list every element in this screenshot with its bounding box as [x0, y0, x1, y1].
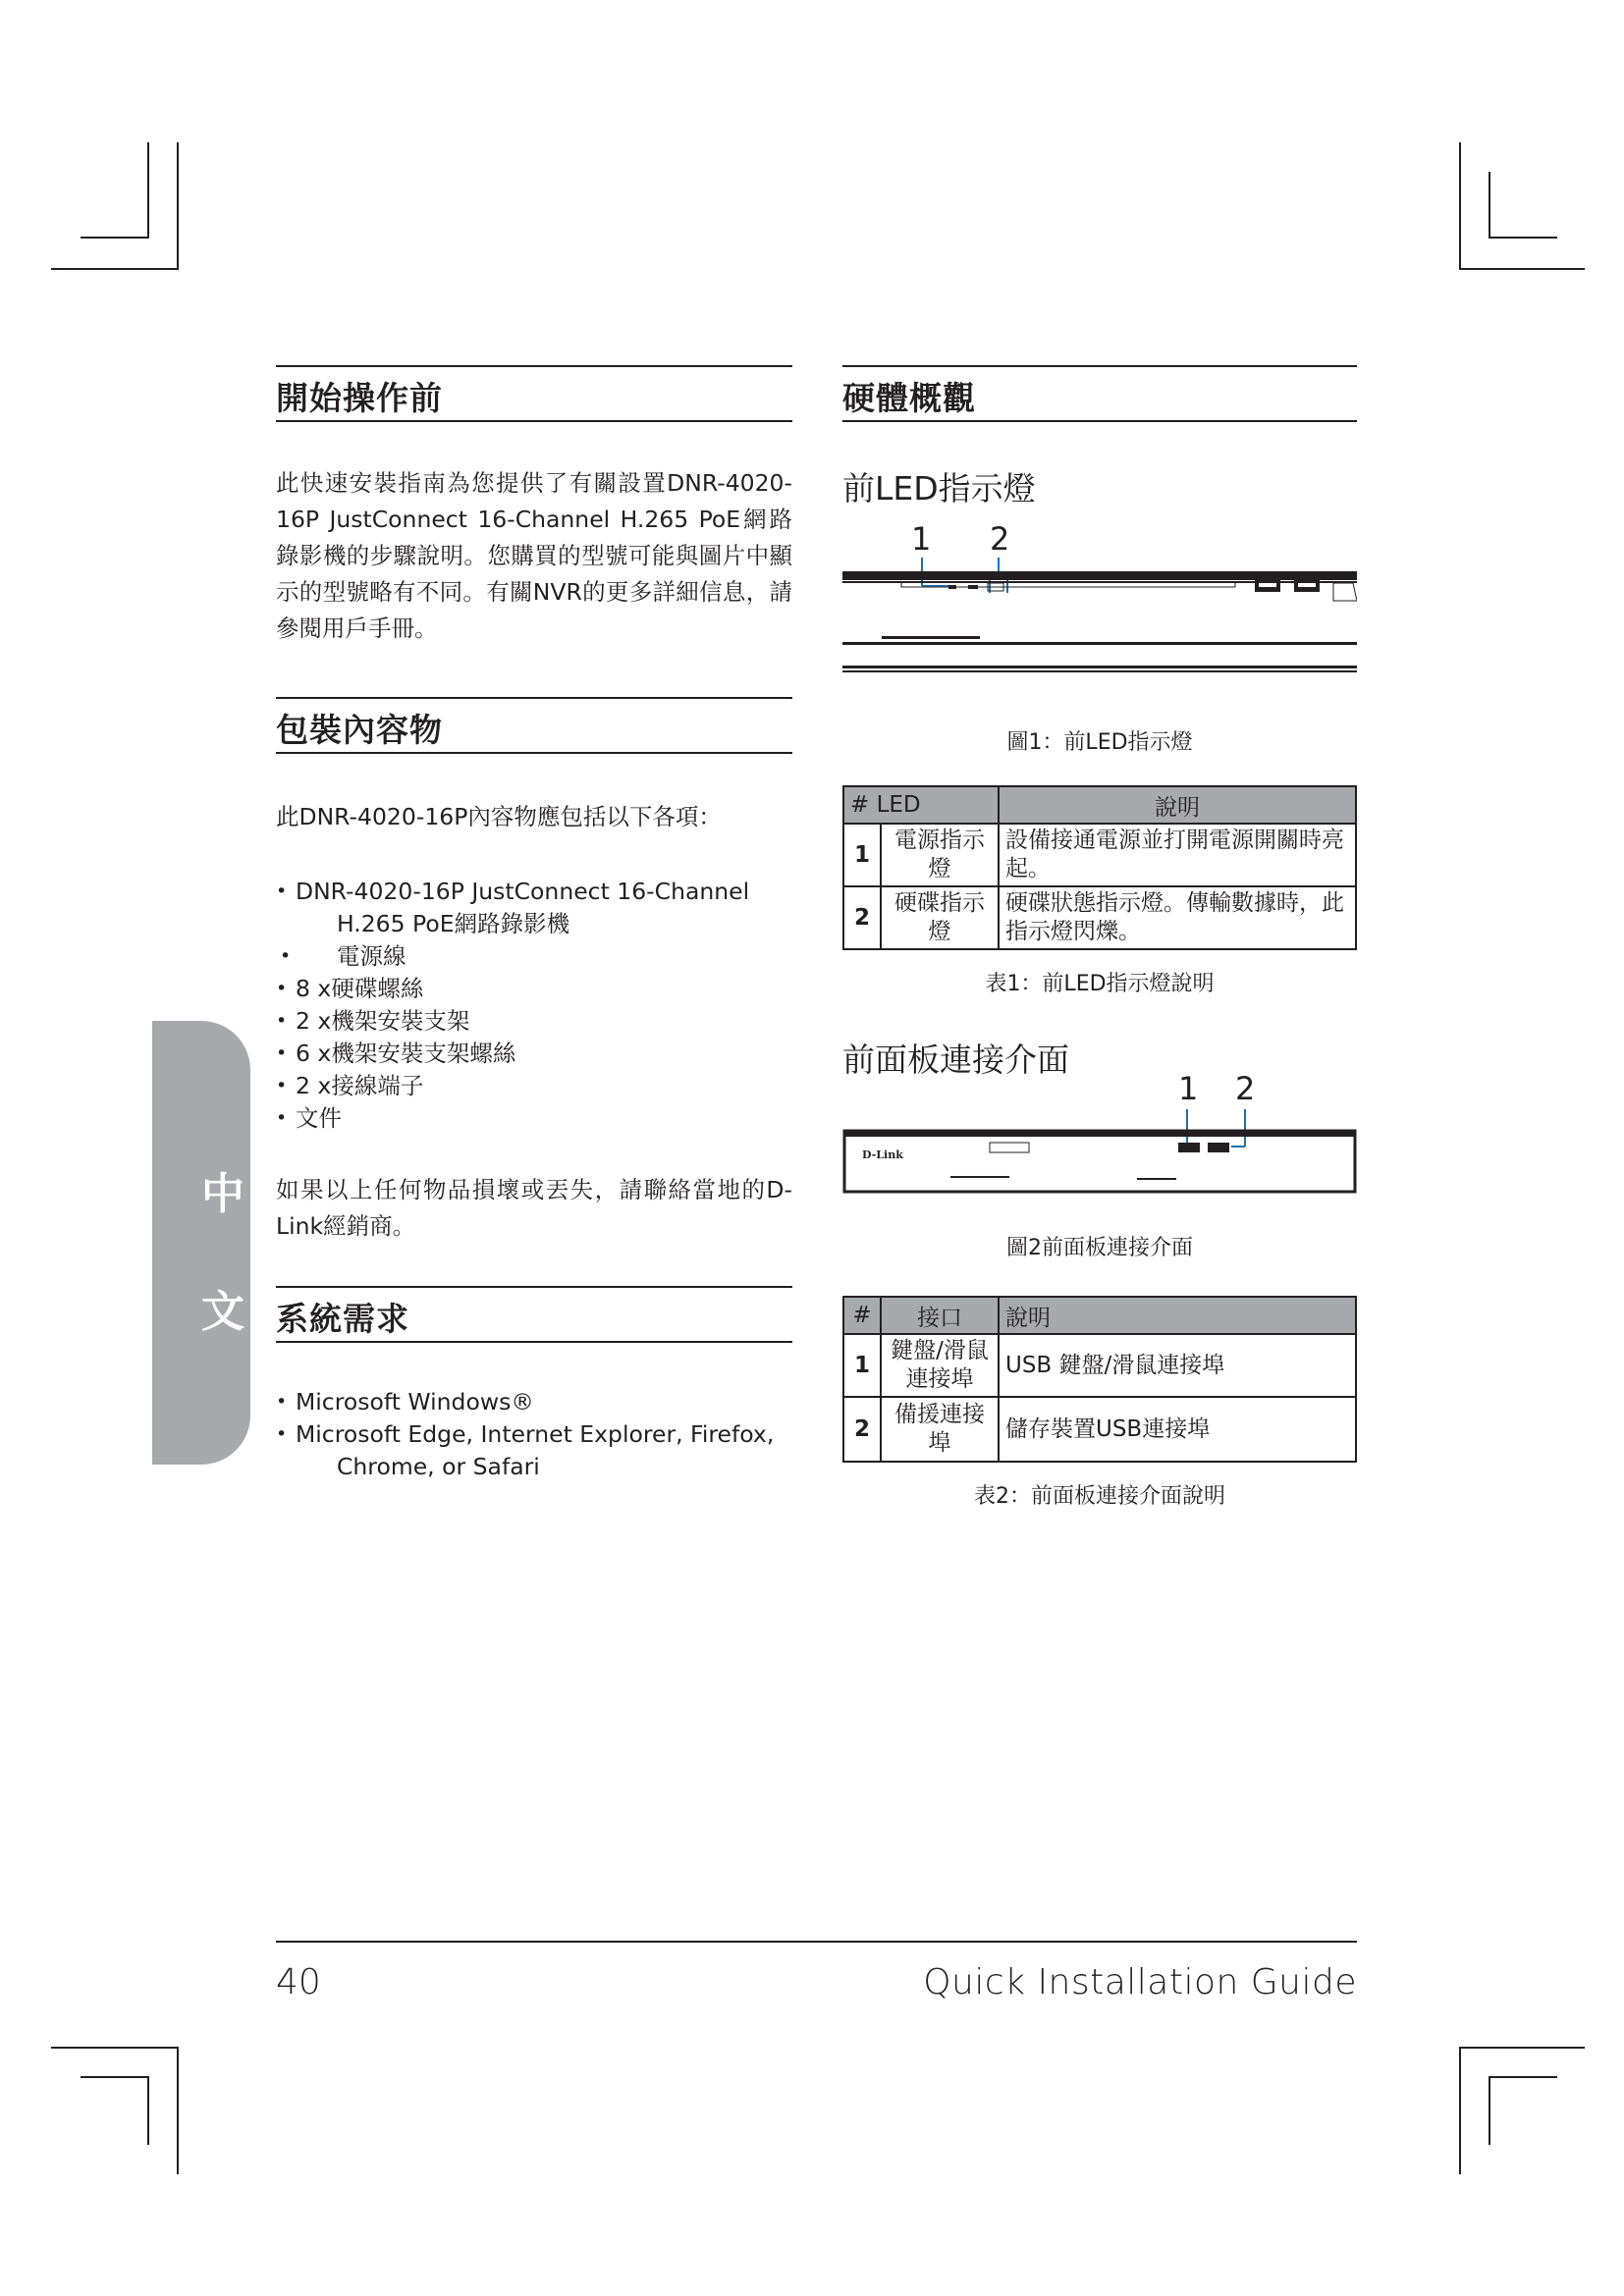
intro-paragraph: 此快速安裝指南為您提供了有關設置DNR-4020-16P JustConnect 16-Channel H.265 PoE網路錄影機的步驟說明。您購買的型號可能與圖片中顯示的型號略有不同。有關NVR的更多詳細信息，請參閱用戶手冊。: [276, 469, 792, 642]
table-header: #: [843, 1297, 881, 1334]
footer-divider: [276, 1941, 1357, 1943]
language-tab-char: 中: [201, 1169, 244, 1219]
section-title: 開始操作前: [276, 379, 443, 417]
front-led-title: 前LED指示燈: [842, 469, 1036, 507]
table-caption: 表1：前LED指示燈說明: [985, 972, 1215, 996]
front-led-device-illustration: [842, 552, 1357, 684]
list-item: • 8 x硬碟螺絲: [276, 973, 792, 1005]
table-header-row: [843, 1297, 1356, 1334]
guide-title: Quick Installation Guide: [923, 1962, 1357, 2002]
figure-caption: 圖2前面板連接介面: [1006, 1236, 1193, 1260]
table-row: 2 硬碟指示燈 硬碟狀態指示燈。傳輸數據時，此指示燈閃爍。: [843, 886, 1356, 949]
led-table: [842, 785, 1357, 950]
callout-number: 2: [1235, 1070, 1256, 1107]
list-item: • 電源線: [276, 940, 792, 973]
package-list: [276, 876, 792, 1135]
table-header-row: [843, 786, 1356, 824]
section-title: 包裝內容物: [276, 711, 443, 749]
table-row: 1 鍵盤/滑鼠連接埠 USB 鍵盤/滑鼠連接埠: [843, 1334, 1356, 1397]
callout-number: 1: [911, 520, 932, 558]
language-tab: [152, 1021, 250, 1465]
section-title: 硬體概觀: [842, 379, 976, 417]
list-item: • 2 x機架安裝支架: [276, 1005, 792, 1038]
section-header-requirements: [276, 1286, 792, 1343]
language-tab-char: 文: [201, 1287, 244, 1337]
table-header: # LED: [843, 786, 999, 824]
requirements-list: [276, 1386, 792, 1483]
package-note: 如果以上任何物品損壞或丟失，請聯絡當地的D-Link經銷商。: [276, 1176, 792, 1240]
port-table: [842, 1296, 1357, 1463]
list-item: • 2 x接線端子: [276, 1070, 792, 1102]
callout-number: 2: [990, 520, 1010, 558]
list-item: • Microsoft Edge, Internet Explorer, Firefox, Chrome, or Safari: [276, 1418, 792, 1483]
table-row: 2 備援連接埠 儲存裝置USB連接埠: [843, 1397, 1356, 1462]
section-header-hardware-overview: [842, 365, 1357, 422]
table-header: 說明: [999, 786, 1356, 824]
list-item: • 6 x機架安裝支架螺絲: [276, 1038, 792, 1070]
front-panel-title: 前面板連接介面: [842, 1041, 1069, 1079]
section-header-package: [276, 697, 792, 754]
figure-caption: 圖1：前LED指示燈: [1006, 730, 1193, 755]
table-header: 接口: [881, 1297, 999, 1334]
table-header: 說明: [999, 1297, 1356, 1334]
package-intro: 此DNR-4020-16P內容物應包括以下各項：: [276, 803, 722, 830]
table-caption: 表2：前面板連接介面說明: [974, 1484, 1225, 1509]
table-row: 1 電源指示燈 設備接通電源並打開電源開關時亮起。: [843, 824, 1356, 886]
section-title: 系統需求: [276, 1300, 409, 1338]
list-item: • 文件: [276, 1102, 792, 1135]
front-panel-device-illustration: [842, 1109, 1357, 1207]
section-header-before-start: [276, 365, 792, 422]
page-number: 40: [276, 1962, 321, 2002]
list-item: • DNR-4020-16P JustConnect 16-Channel H.265 PoE網路錄影機: [276, 876, 792, 940]
list-item: • Microsoft Windows®: [276, 1386, 792, 1418]
callout-number: 1: [1178, 1070, 1199, 1107]
device-logo-text: D-Link: [862, 1148, 903, 1161]
